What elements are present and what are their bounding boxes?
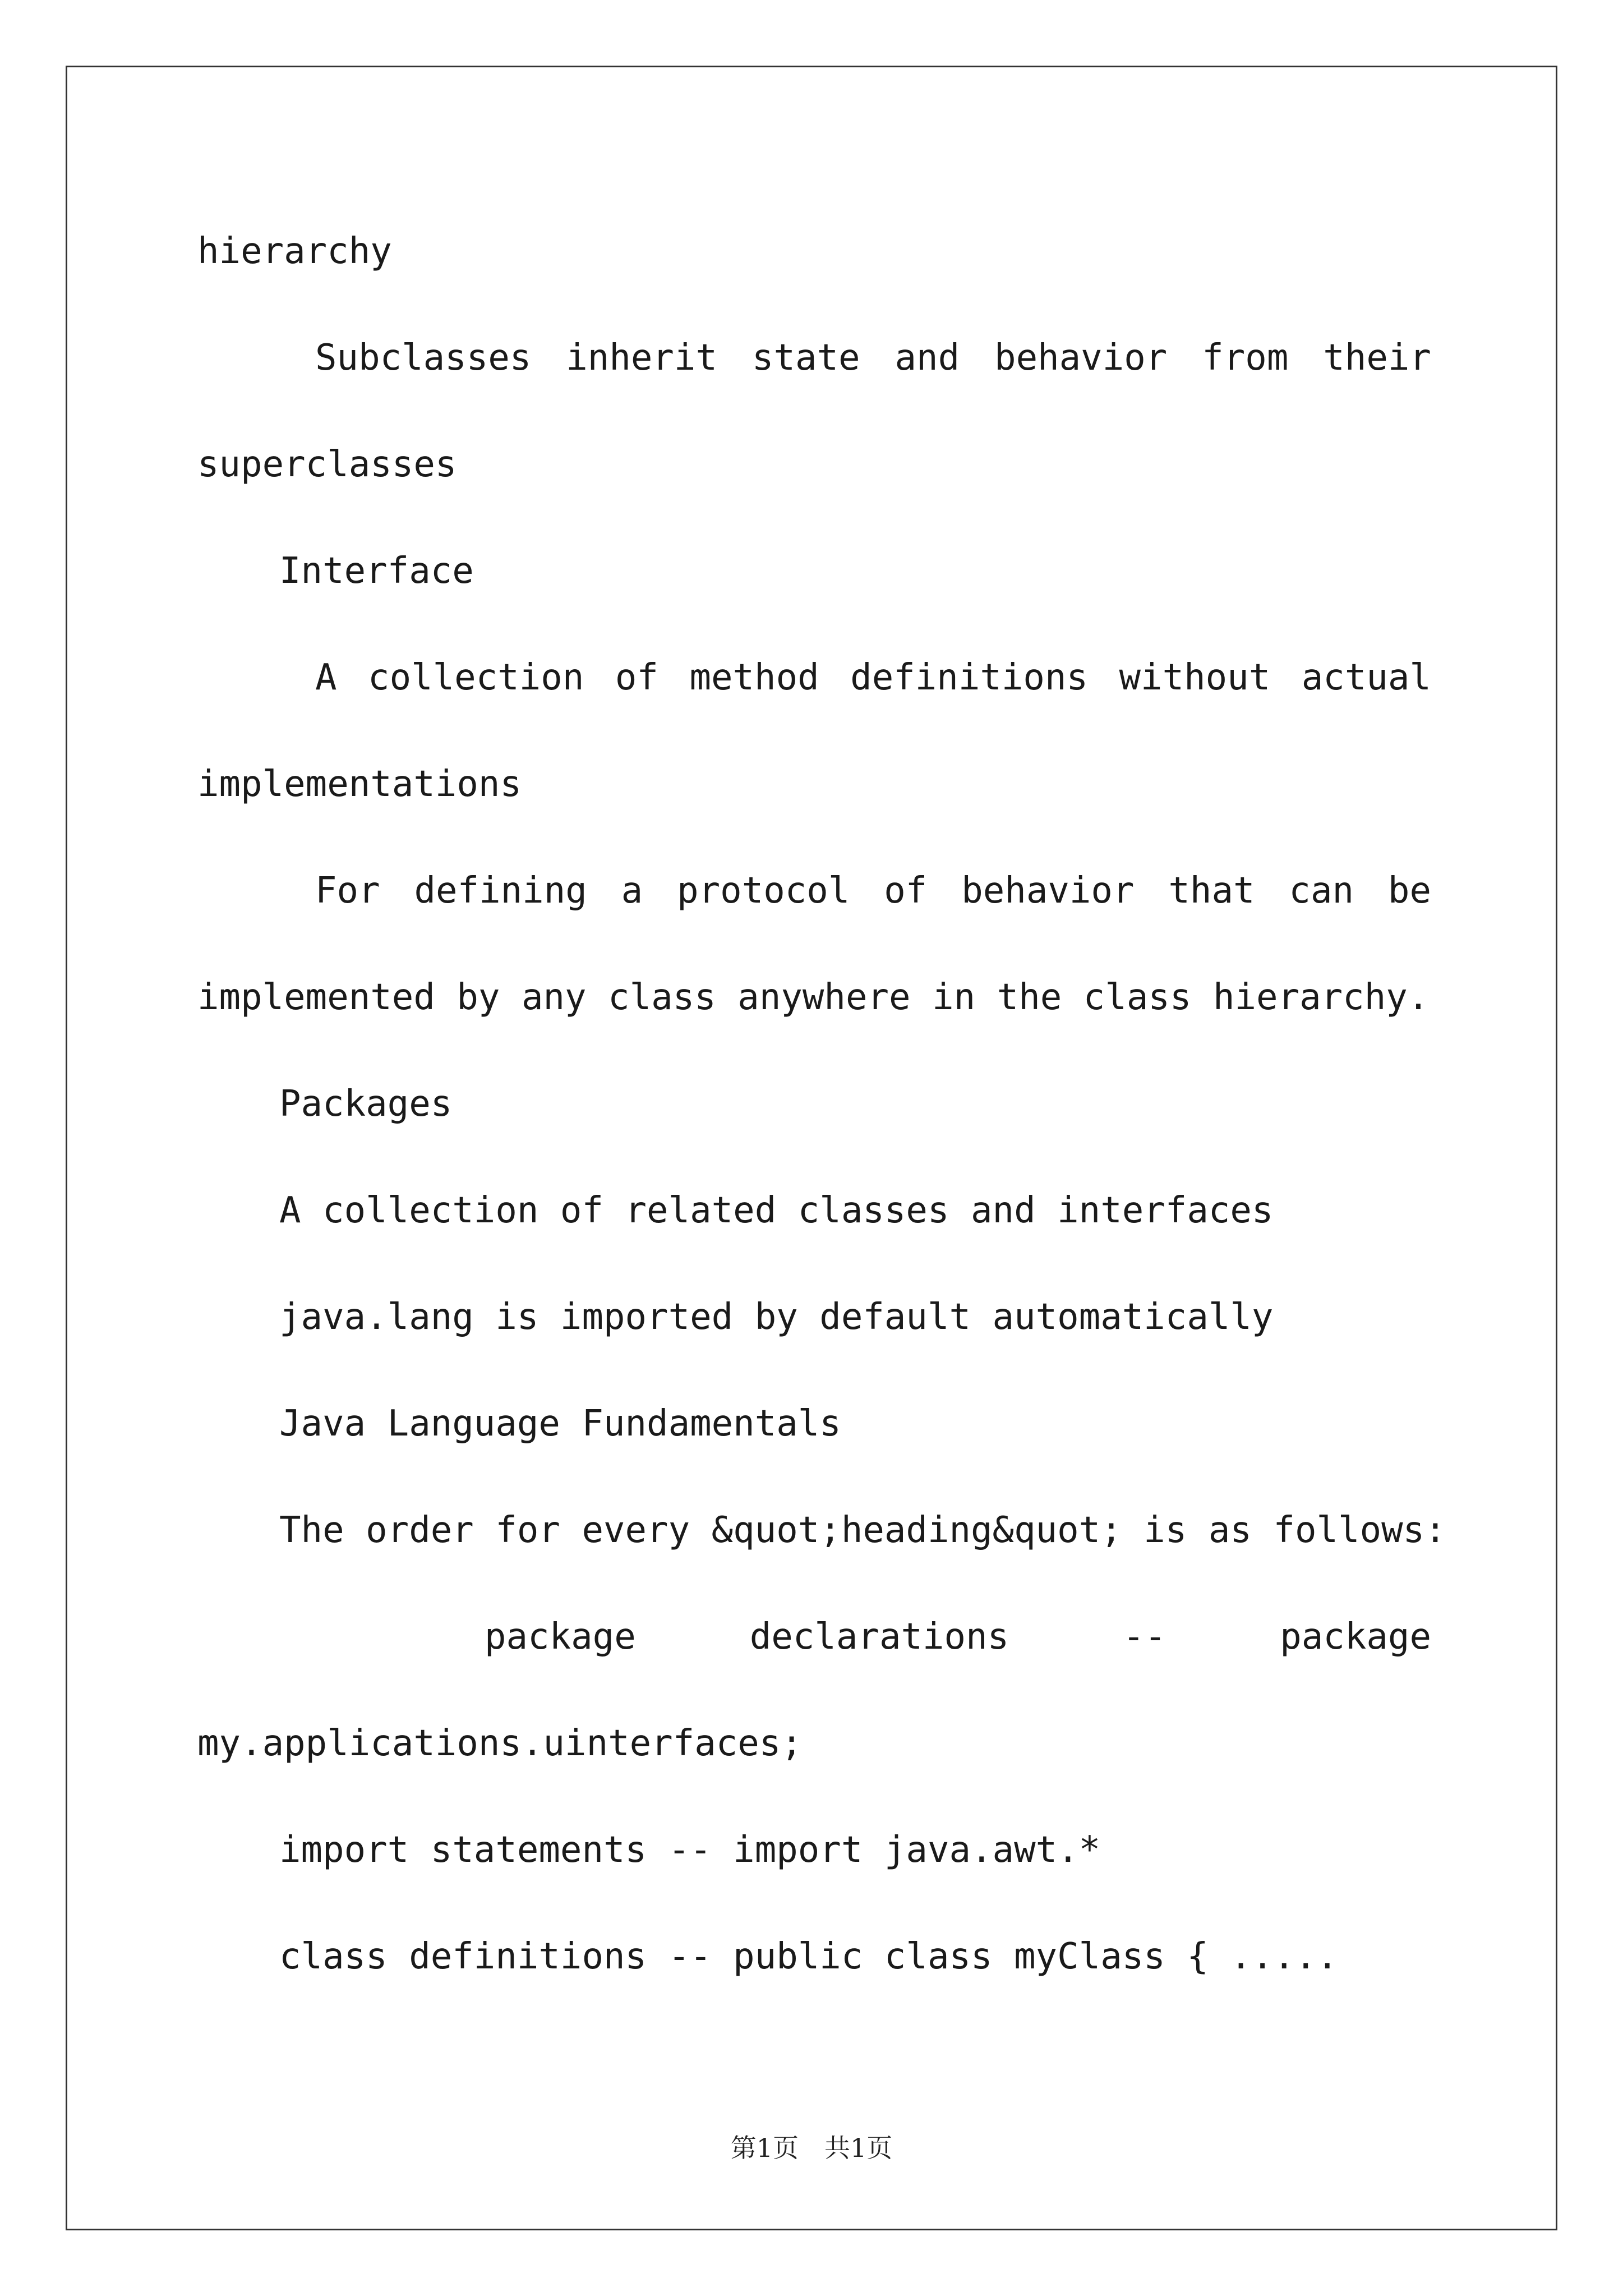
word: method [689, 657, 819, 698]
word: inherit [566, 337, 717, 379]
text-line-subclasses [315, 335, 1431, 380]
word: collection [368, 657, 584, 698]
word: be [1387, 870, 1431, 912]
word: can [1289, 870, 1354, 912]
text-line-protocol [315, 868, 1431, 913]
heading-java-fundamentals: Java Language Fundamentals [279, 1403, 841, 1444]
word: behavior [994, 337, 1168, 379]
page-footer: 第1页 共1页 [730, 2133, 893, 2163]
text-line-related-classes: A collection of related classes and interfaces [279, 1190, 1274, 1231]
word: behavior [961, 870, 1135, 912]
word: their [1323, 337, 1431, 379]
heading-interface: Interface [279, 550, 474, 592]
word: of [884, 870, 928, 912]
text-line-superclasses: superclasses [197, 444, 457, 485]
word: For [315, 870, 380, 912]
word: package [485, 1616, 636, 1658]
word: from [1202, 337, 1289, 379]
text-line-hierarchy: hierarchy [197, 231, 392, 272]
text-line-package-declarations [485, 1614, 1431, 1659]
word: a [621, 870, 643, 912]
text-line-order: The order for every &quot;heading&quot; is as follows: [279, 1510, 1446, 1551]
text-line-collection [315, 655, 1431, 700]
text-line-import: import statements -- import java.awt.* [279, 1829, 1101, 1871]
text-line-implementations: implementations [197, 763, 522, 805]
word: definitions [850, 657, 1088, 698]
word: defining [414, 870, 587, 912]
text-line-java-lang: java.lang is imported by default automatically [279, 1296, 1274, 1338]
word: protocol [677, 870, 850, 912]
word: Subclasses [315, 337, 532, 379]
page-border [66, 66, 1557, 2230]
word: package [1280, 1616, 1431, 1658]
heading-packages: Packages [279, 1083, 453, 1125]
word: without [1119, 657, 1271, 698]
word: and [895, 337, 960, 379]
word: state [751, 337, 860, 379]
word: actual [1301, 657, 1431, 698]
word: declarations [749, 1616, 1009, 1658]
word: A [315, 657, 337, 698]
word: of [615, 657, 658, 698]
text-line-class-definitions: class definitions -- public class myClass { ..... [279, 1936, 1339, 1977]
text-line-package-name: my.applications.uinterfaces; [197, 1723, 803, 1764]
word: -- [1123, 1616, 1166, 1658]
word: that [1168, 870, 1255, 912]
text-line-implemented: implemented by any class anywhere in the class hierarchy. [197, 977, 1430, 1018]
